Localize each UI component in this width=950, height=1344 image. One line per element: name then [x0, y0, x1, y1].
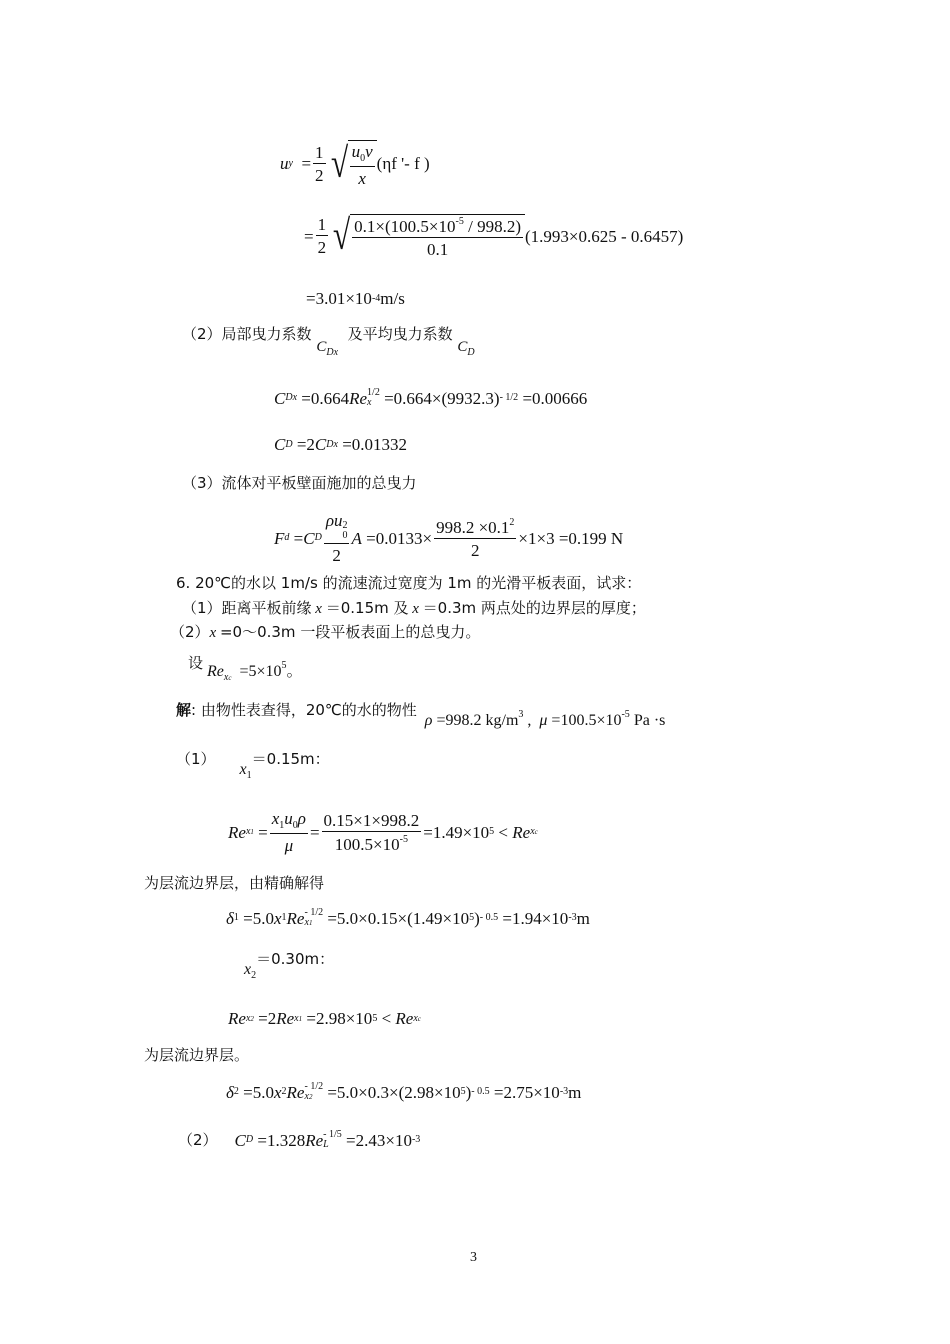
equation-delta2: δ 2 =5.0 x 2 Re - 1/2 x2 =5.0×0.3×(2.98×10 5 ) - 0.5 =2.75×10 -3 m	[226, 1081, 582, 1102]
problem-6-part2: （2）x =0～0.3m 一段平板表面上的总曳力。	[170, 623, 481, 641]
equation-re1: Re x1 = $\frac{x_1u_0\rho}{\mu}$ = $\frac{0.15\times 1\times 998.2}{100.5\times 10^{-5}}$ =1.49×10 5 < Re xc	[228, 809, 538, 855]
laminar-note-2: 为层流边界层。	[144, 1046, 250, 1064]
equation-cd-total: （2） C D =1.328 Re - 1/5 L =2.43×10 -3	[178, 1129, 421, 1150]
equation-uy-result: =3.01×10 -4 m/s	[306, 289, 405, 308]
equation-cdx: C Dx =0.664 Re 1/2 x =0.664×(9932.3) - 1/2 =0.00666	[274, 387, 588, 408]
equation-uy-line2: = $\frac{1}{2}$ √ $\frac{0.1\times(100.5\times 10^{-5} / 998.2)}{0.1}$ (1.993×0.625 - 0.6457)	[304, 213, 684, 259]
page-number: 3	[470, 1250, 477, 1265]
equation-fd: F d = C D ρu 2 0 2 A =0.0133× $\frac{998.2 \times 0.1^2}{2}$ ×1×3 =0.199 N	[274, 511, 624, 565]
laminar-note-1: 为层流边界层，由精确解得	[144, 874, 325, 892]
section-3-heading: （3）流体对平板壁面施加的总曳力	[182, 474, 417, 492]
sub1-x1: （1） $x_1=0.15m$：	[176, 750, 330, 781]
equation-uy-line1: u y = $\frac{1}{2}$ √ $\frac{u_0\nu}{x}$ (ηf '- f )	[280, 140, 430, 188]
solution-line: 解: 由物性表查得，20℃的水的物性 ρ =998.2 $kg/m^3$ , $\mu =100.5\times 10^{-5}$ Pa ·s	[176, 701, 666, 729]
equation-delta1: δ 1 =5.0 x 1 Re - 1/2 x1 =5.0×0.15×(1.49×10 5 ) - 0.5 =1.94×10 -3 m	[226, 907, 590, 928]
problem-6-statement: 6. 20℃的水以 1m/s 的流速流过宽度为 1m 的光滑平板表面，试求：	[176, 574, 642, 592]
problem-6-part1: （1）距离平板前缘 x ＝0.15m 及 x ＝0.3m 两点处的边界层的厚度；	[182, 599, 646, 617]
section-2-heading: （2）局部曳力系数 $C_{Dx}$ 及平均曳力系数 $C_D$	[182, 325, 475, 358]
equation-re2: Re x2 =2 Re x1 =2.98×10 5 < Re xc	[228, 1009, 421, 1028]
critical-reynolds: 设 $Re_{xc} =5\times 10^5$。	[188, 654, 303, 683]
x2-line: $x_2=0.30m$：	[244, 950, 335, 981]
equation-cd: C D =2 C Dx =0.01332	[274, 435, 408, 454]
